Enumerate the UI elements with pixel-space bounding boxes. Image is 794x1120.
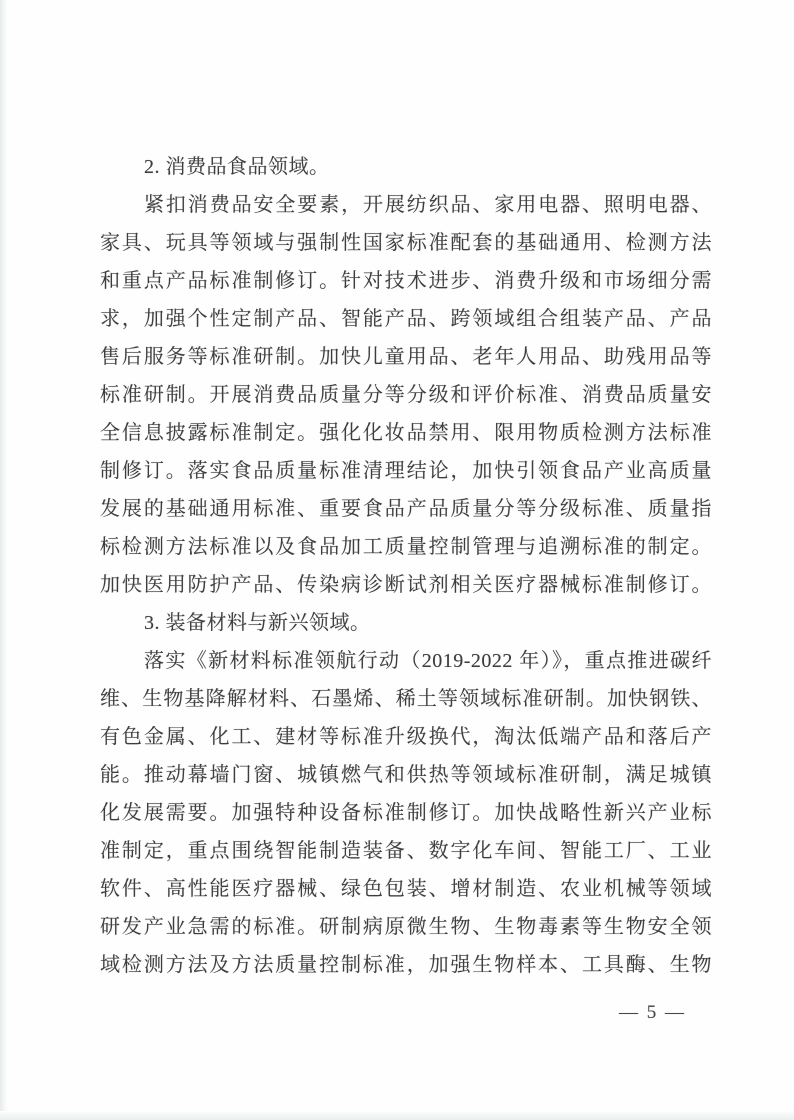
section-heading-consumer-goods: 2. 消费品食品领域。 — [144, 156, 330, 178]
scan-edge-left — [0, 0, 8, 1120]
scan-edge-bottom — [0, 1111, 794, 1120]
document-line: 有色金属、化工、建材等标准升级换代，淘汰低端产品和落后产 — [100, 726, 712, 748]
document-content — [100, 148, 712, 984]
document-line: 售后服务等标准研制。加快儿童用品、老年人用品、助残用品等 — [100, 346, 712, 368]
document-line: 和重点产品标准制修订。针对技术进步、消费升级和市场细分需 — [100, 270, 712, 292]
document-line: 化发展需要。加强特种设备标准制修订。加快战略性新兴产业标 — [100, 802, 712, 824]
document-line: 维、生物基降解材料、石墨烯、稀土等领域标准研制。加快钢铁、 — [100, 688, 712, 710]
document-line: 制修订。落实食品质量标准清理结论，加快引领食品产业高质量 — [100, 460, 712, 482]
document-line: 标检测方法标准以及食品加工质量控制管理与追溯标准的制定。 — [100, 536, 712, 558]
document-line: 研发产业急需的标准。研制病原微生物、生物毒素等生物安全领 — [100, 916, 712, 938]
document-line: 能。推动幕墙门窗、城镇燃气和供热等领域标准研制，满足城镇 — [100, 764, 712, 786]
document-line: 紧扣消费品安全要素，开展纺织品、家用电器、照明电器、 — [144, 194, 712, 216]
document-line: 家具、玩具等领域与强制性国家标准配套的基础通用、检测方法 — [100, 232, 712, 254]
document-line: 软件、高性能医疗器械、绿色包装、增材制造、农业机械等领域 — [100, 878, 712, 900]
document-line: 标准研制。开展消费品质量分等分级和评价标准、消费品质量安 — [100, 384, 712, 406]
document-line: 发展的基础通用标准、重要食品产品质量分等分级标准、质量指 — [100, 498, 712, 520]
section-heading-equipment-materials: 3. 装备材料与新兴领域。 — [144, 612, 371, 634]
page-number: — 5 — — [619, 1002, 686, 1023]
document-line: 域检测方法及方法质量控制标准，加强生物样本、工具酶、生物 — [100, 954, 712, 976]
document-line: 求，加强个性定制产品、智能产品、跨领域组合组装产品、产品 — [100, 308, 712, 330]
document-line: 全信息披露标准制定。强化化妆品禁用、限用物质检测方法标准 — [100, 422, 712, 444]
document-line: 落实《新材料标准领航行动（2019-2022 年）》，重点推进碳纤 — [144, 650, 712, 672]
document-line: 加快医用防护产品、传染病诊断试剂相关医疗器械标准制修订。 — [100, 574, 712, 596]
document-line: 准制定，重点围绕智能制造装备、数字化车间、智能工厂、工业 — [100, 840, 712, 862]
